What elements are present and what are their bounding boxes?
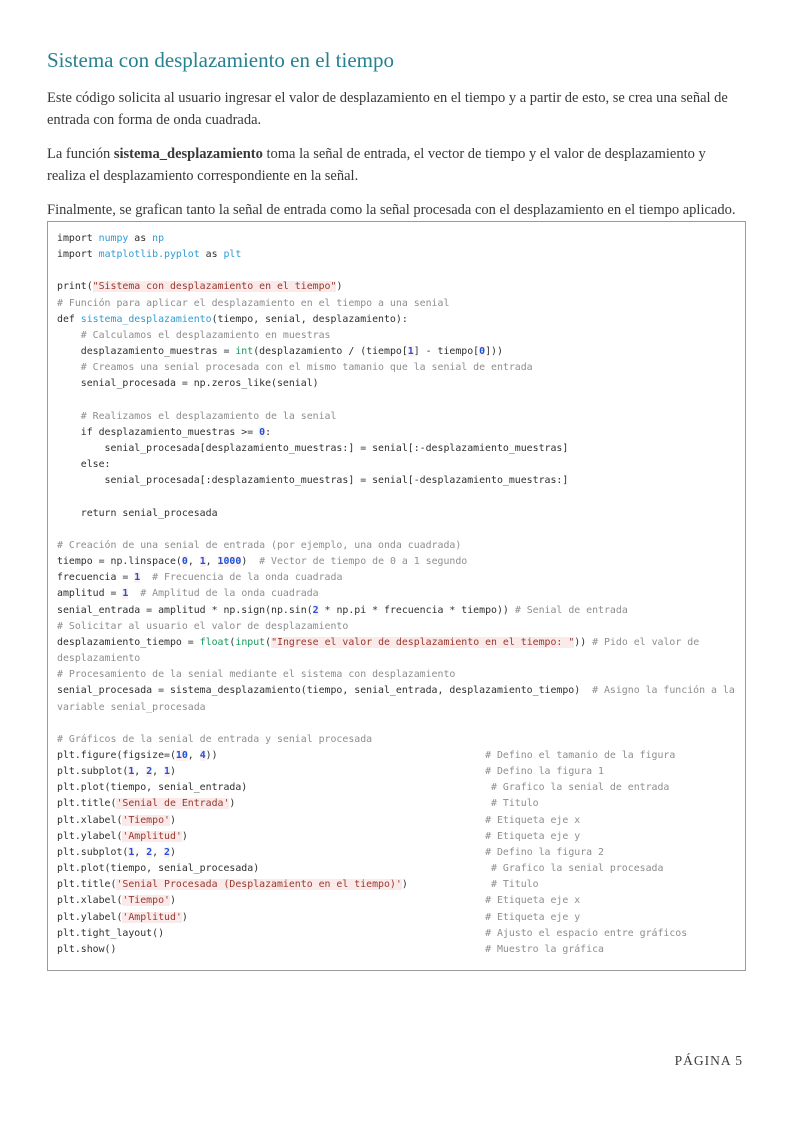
body-text: toma la señal de entrada, el vector de tiempo y el valor de desplazamiento y realiza el desplazamiento correspondiente en la señal. (47, 146, 706, 184)
code-line (57, 328, 736, 344)
code-comment: # Grafico la senial procesada (491, 863, 664, 875)
code-comment: # Defino la figura 2 (485, 846, 604, 858)
code-text: ) (181, 830, 188, 842)
code-comment: # Asigno la función a la (592, 685, 735, 697)
code-block (47, 221, 746, 971)
code-line (57, 829, 736, 845)
code-module: numpy (98, 233, 129, 244)
code-text: as (128, 233, 153, 244)
code-string: 'Senial de Entrada' (116, 798, 230, 810)
code-text: ) (169, 895, 176, 907)
code-text: plt.title( (57, 879, 117, 891)
code-comment: # Muestro la gráfica (485, 943, 604, 955)
code-text: if desplazamiento_muestras >= (57, 426, 260, 438)
code-line (57, 780, 736, 796)
code-string: 'Tiempo' (122, 814, 170, 826)
code-comment: # Frecuencia de la onda cuadrada (152, 572, 343, 584)
code-line (57, 732, 736, 748)
code-line (57, 926, 736, 942)
code-line (57, 473, 736, 489)
code-text: print( (57, 281, 93, 293)
code-line (57, 651, 736, 667)
code-text: ) (169, 766, 176, 778)
code-comment: # Solicitar al usuario el valor de desplazamiento (57, 620, 349, 632)
code-text: senial_procesada[desplazamiento_muestras:] = senial[:-desplazamiento_muestras] (57, 443, 569, 455)
code-line (57, 619, 736, 635)
code-line (57, 554, 736, 570)
code-line (57, 247, 736, 263)
code-text: else: (57, 459, 111, 471)
code-text: senial_procesada = sistema_desplazamiento(tiempo, senial_entrada, desplazamiento_tiempo) (57, 685, 593, 697)
code-spacing (188, 912, 485, 923)
code-comment: # Calculamos el desplazamiento en muestras (57, 329, 331, 341)
code-text: desplazamiento_tiempo = (57, 636, 200, 648)
code-line (57, 279, 736, 295)
paragraph (47, 87, 747, 131)
code-comment: variable senial_procesada (57, 701, 206, 713)
code-spacing (176, 815, 485, 826)
code-spacing (176, 895, 485, 906)
code-module: matplotlib.pyplot (98, 249, 200, 261)
code-comment: # Titulo (491, 798, 539, 810)
code-line (57, 845, 736, 861)
code-builtin: float (199, 636, 230, 648)
code-text: , (152, 846, 165, 858)
code-line (57, 425, 736, 441)
code-text: ) (229, 798, 236, 810)
code-comment: # Grafico la senial de entrada (491, 782, 670, 794)
code-text: , (134, 766, 147, 778)
body-text: La función (47, 146, 114, 162)
code-line (57, 716, 736, 732)
code-text: plt.ylabel( (57, 830, 123, 842)
code-number: 1 (128, 846, 135, 858)
code-spacing (176, 847, 485, 858)
code-text: tiempo = np.linspace( (57, 556, 182, 568)
code-text: ( (229, 636, 236, 648)
code-text: ) (336, 281, 343, 293)
code-text: , (152, 766, 165, 778)
code-text: plt.subplot( (57, 766, 129, 778)
code-text: import (57, 249, 99, 261)
code-line (57, 296, 736, 312)
intro-section (47, 87, 746, 221)
code-line (57, 376, 736, 392)
code-text: plt.subplot( (57, 846, 129, 858)
code-text: import (57, 233, 99, 244)
code-text: senial_procesada[:desplazamiento_muestras] = senial[-desplazamiento_muestras:] (57, 475, 569, 487)
code-number: 1 (122, 588, 129, 600)
code-text: , (187, 750, 200, 761)
paragraph (47, 199, 747, 221)
code-spacing (218, 750, 486, 761)
code-text: senial_entrada = amplitud * np.sign(np.sin( (57, 604, 313, 616)
code-comment: # Etiqueta eje x (485, 895, 581, 907)
code-text: as (199, 249, 224, 261)
code-line (57, 635, 736, 651)
body-text: Este código solicita al usuario ingresar el valor de desplazamiento en el tiempo y a partir de esto, se crea una señal de entrada con forma de onda cuadrada. (47, 90, 728, 128)
code-comment: # Realizamos el desplazamiento de la senial (57, 410, 337, 422)
code-spacing (247, 782, 491, 793)
code-text: , (205, 556, 218, 568)
emphasis-text: sistema_desplazamiento (113, 146, 263, 162)
code-line (57, 312, 736, 328)
code-line (57, 441, 736, 457)
code-line (57, 570, 736, 586)
code-line (57, 586, 736, 602)
code-comment: # Etiqueta eje y (485, 911, 581, 923)
code-line (57, 506, 736, 522)
code-module: np (152, 233, 165, 244)
code-comment: # Etiqueta eje y (485, 830, 581, 842)
page-number: PÁGINA 5 (674, 1053, 743, 1068)
code-line (57, 861, 736, 877)
code-line (57, 813, 736, 829)
code-module: sistema_desplazamiento (80, 313, 212, 325)
code-comment: # Gráficos de la senial de entrada y senial procesada (57, 733, 373, 745)
code-string: "Sistema con desplazamiento en el tiempo" (92, 281, 337, 293)
code-text: plt.plot(tiempo, senial_entrada) (57, 782, 248, 794)
code-string: 'Amplitud' (122, 911, 182, 923)
code-text: * np.pi * frecuencia * tiempo)) (318, 604, 515, 616)
code-line (57, 877, 736, 893)
code-text: , (134, 846, 147, 858)
code-text: ) (181, 911, 188, 923)
code-module: plt (223, 249, 242, 261)
code-text: return senial_procesada (57, 507, 218, 519)
code-text: plt.xlabel( (57, 814, 123, 826)
code-number: 2 (164, 846, 170, 858)
code-text: )) (205, 750, 218, 761)
code-line (57, 893, 736, 909)
code-spacing (235, 798, 491, 809)
code-spacing (116, 944, 485, 955)
code-comment: # Creación de una senial de entrada (por ejemplo, una onda cuadrada) (57, 539, 462, 551)
code-comment: # Ajusto el espacio entre gráficos (485, 927, 688, 939)
code-text: plt.figure(figsize=( (57, 750, 176, 761)
code-comment: # Vector de tiempo de 0 a 1 segundo (259, 556, 468, 568)
code-text: plt.title( (57, 798, 117, 810)
code-comment: # Titulo (491, 879, 539, 891)
code-number: 2 (146, 766, 153, 778)
code-number: 2 (146, 846, 153, 858)
code-text: plt.xlabel( (57, 895, 123, 907)
code-number: 1000 (217, 556, 242, 568)
code-text: plt.show() (57, 943, 117, 955)
code-text: amplitud = (57, 588, 123, 600)
code-text: frecuencia = (57, 572, 135, 584)
code-number: 2 (312, 604, 319, 616)
code-comment: # Pido el valor de (592, 636, 700, 648)
code-builtin: input (235, 636, 266, 648)
code-string: "Ingrese el valor de desplazamiento en el tiempo: " (271, 636, 575, 648)
code-spacing (259, 863, 491, 874)
code-number: 1 (407, 346, 414, 358)
code-text (128, 588, 140, 599)
code-text: def (57, 313, 81, 325)
code-text (140, 572, 152, 583)
code-builtin: int (235, 346, 254, 358)
code-line (57, 360, 736, 376)
code-text: ) (169, 846, 176, 858)
code-comment: # Defino el tamanio de la figura (485, 750, 676, 761)
code-number: 10 (175, 750, 188, 761)
code-line (57, 344, 736, 360)
code-text: plt.ylabel( (57, 911, 123, 923)
paragraph (47, 143, 747, 187)
code-comment: # Etiqueta eje x (485, 814, 581, 826)
code-number: 0 (479, 346, 486, 358)
code-comment: # Senial de entrada (514, 604, 628, 616)
code-text: desplazamiento_muestras = (57, 346, 236, 358)
code-spacing (408, 879, 491, 890)
code-comment: # Amplitud de la onda cuadrada (140, 588, 319, 600)
code-number: 1 (164, 766, 170, 778)
code-text: , (187, 556, 200, 568)
code-number: 0 (181, 556, 188, 568)
code-number: 1 (128, 766, 135, 778)
code-text: )) (574, 636, 593, 648)
code-line (57, 603, 736, 619)
code-text: ( (265, 636, 272, 648)
code-line (57, 538, 736, 554)
code-text: plt.plot(tiempo, senial_procesada) (57, 863, 260, 875)
code-comment: # Creamos una senial procesada con el mismo tamanio que la senial de entrada (57, 362, 533, 374)
code-string: 'Tiempo' (122, 895, 170, 907)
code-line (57, 700, 736, 716)
code-string: 'Amplitud' (122, 830, 182, 842)
code-line (57, 393, 736, 409)
code-number: 4 (199, 750, 206, 761)
code-comment: # Procesamiento de la senial mediante el sistema con desplazamiento (57, 669, 456, 681)
code-line (57, 263, 736, 279)
code-text: ] - tiempo[ (413, 346, 480, 358)
code-number: 0 (259, 426, 266, 438)
code-line (57, 231, 736, 247)
code-line (57, 683, 736, 699)
code-line (57, 667, 736, 683)
code-line (57, 409, 736, 425)
code-line (57, 748, 736, 764)
code-line (57, 764, 736, 780)
code-comment: # Defino la figura 1 (485, 766, 604, 778)
code-comment: desplazamiento (57, 653, 141, 665)
code-line (57, 522, 736, 538)
code-string: 'Senial Procesada (Desplazamiento en el tiempo)' (116, 879, 402, 891)
code-text: (tiempo, senial, desplazamiento): (211, 313, 408, 325)
code-spacing (188, 831, 485, 842)
code-text: (desplazamiento / (tiempo[ (253, 346, 408, 358)
code-line (57, 942, 736, 958)
code-text: : (265, 426, 272, 438)
code-text: senial_procesada = np.zeros_like(senial) (57, 378, 319, 390)
code-line (57, 796, 736, 812)
code-number: 1 (134, 572, 141, 584)
page-title: Sistema con desplazamiento en el tiempo (47, 48, 394, 72)
code-text: ) (169, 814, 176, 826)
code-line (57, 910, 736, 926)
code-text: ) (241, 556, 260, 568)
body-text: Finalmente, se grafican tanto la señal de entrada como la señal procesada con el desplazamiento en el tiempo aplicado. (47, 202, 736, 218)
code-line (57, 490, 736, 506)
code-text: ])) (485, 346, 503, 358)
code-spacing (176, 766, 485, 777)
code-line (57, 457, 736, 473)
code-number: 1 (199, 556, 206, 568)
code-text: plt.tight_layout() (57, 927, 165, 939)
code-comment: # Función para aplicar el desplazamiento en el tiempo a una senial (57, 297, 450, 309)
code-spacing (164, 928, 485, 939)
code-text: ) (401, 879, 408, 891)
